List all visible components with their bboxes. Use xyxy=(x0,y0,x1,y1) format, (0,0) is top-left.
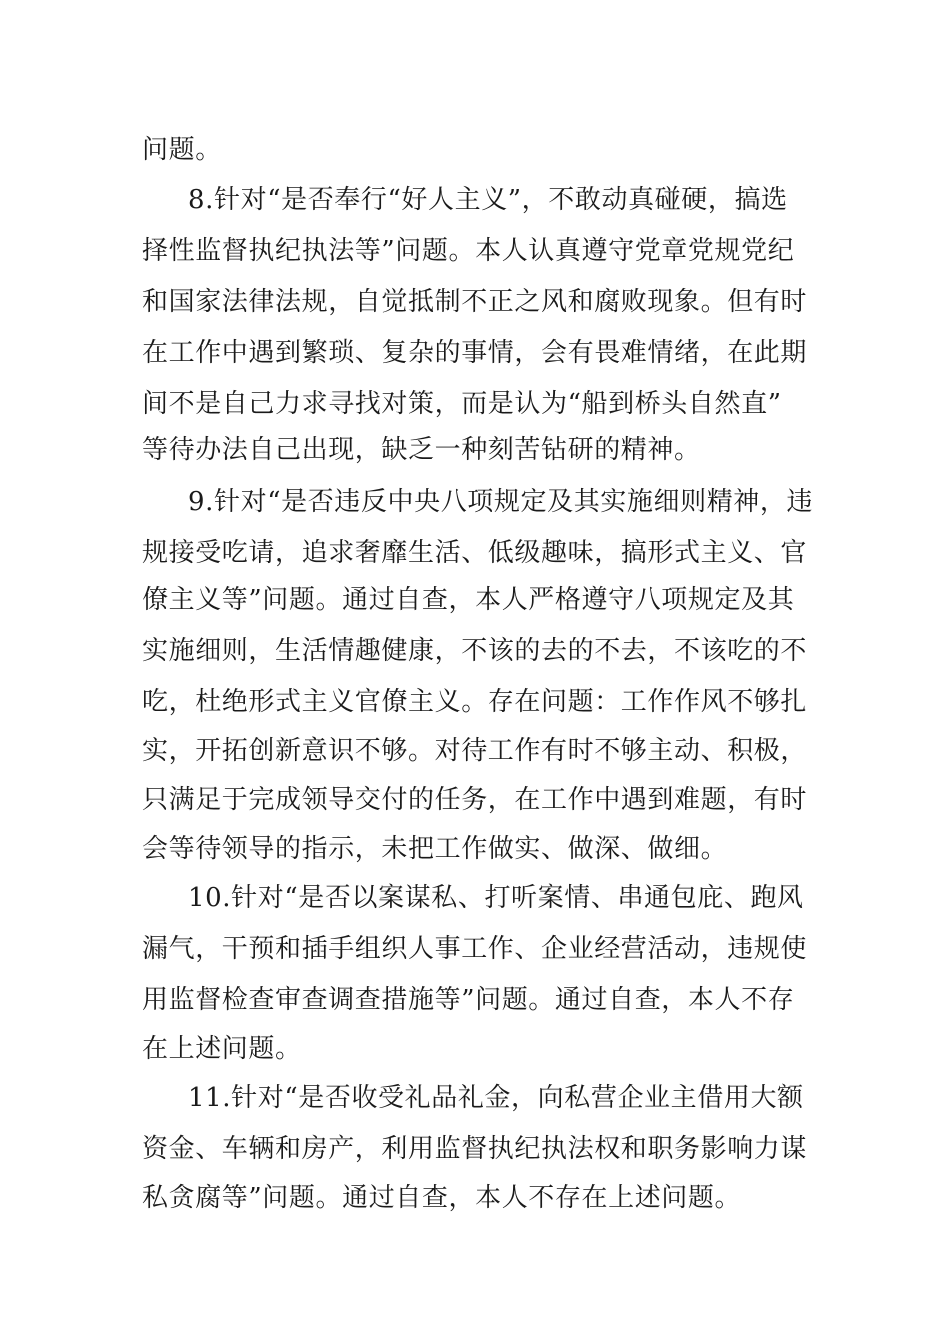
text-line: 实施细则，生活情趣健康，不该的去的不去，不该吃的不 xyxy=(142,636,808,666)
text-line: 僚主义等”问题。通过自查，本人严格遵守八项规定及其 xyxy=(142,585,795,615)
text-line: 规接受吃请，追求奢靡生活、低级趣味，搞形式主义、官 xyxy=(142,538,808,568)
text-line: 和国家法律法规，自觉抵制不正之风和腐败现象。但有时 xyxy=(142,287,808,317)
text-line: 等待办法自己出现，缺乏一种刻苦钻研的精神。 xyxy=(142,435,701,465)
text-line: 资金、车辆和房产，利用监督执纪执法权和职务影响力谋 xyxy=(142,1134,808,1164)
text-line: 在上述问题。 xyxy=(142,1034,302,1064)
paragraph-9-start: 9.针对“是否违反中央八项规定及其实施细则精神，违 xyxy=(188,487,814,517)
paragraph-8-start: 8.针对“是否奉行“好人主义”，不敢动真碰硬，搞选 xyxy=(188,185,788,215)
text-line: 问题。 xyxy=(142,135,222,165)
text-line: 用监督检查审查调查措施等”问题。通过自查，本人不存 xyxy=(142,985,795,1015)
text-line: 实，开拓创新意识不够。对待工作有时不够主动、积极， xyxy=(142,736,808,766)
text-line: 在工作中遇到繁琐、复杂的事情，会有畏难情绪，在此期 xyxy=(142,338,808,368)
paragraph-11-start: 11.针对“是否收受礼品礼金，向私营企业主借用大额 xyxy=(188,1083,804,1113)
text-line: 择性监督执纪执法等”问题。本人认真遵守党章党规党纪 xyxy=(142,236,795,266)
text-line: 间不是自己力求寻找对策，而是认为“船到桥头自然直” xyxy=(142,389,782,419)
paragraph-10-start: 10.针对“是否以案谋私、打听案情、串通包庇、跑风 xyxy=(188,883,804,913)
text-line: 私贪腐等”问题。通过自查，本人不存在上述问题。 xyxy=(142,1183,742,1213)
text-line: 漏气，干预和插手组织人事工作、企业经营活动，违规使 xyxy=(142,934,808,964)
text-line: 只满足于完成领导交付的任务，在工作中遇到难题，有时 xyxy=(142,785,808,815)
text-line: 吃，杜绝形式主义官僚主义。存在问题：工作作风不够扎 xyxy=(142,687,808,717)
text-line: 会等待领导的指示，未把工作做实、做深、做细。 xyxy=(142,834,728,864)
